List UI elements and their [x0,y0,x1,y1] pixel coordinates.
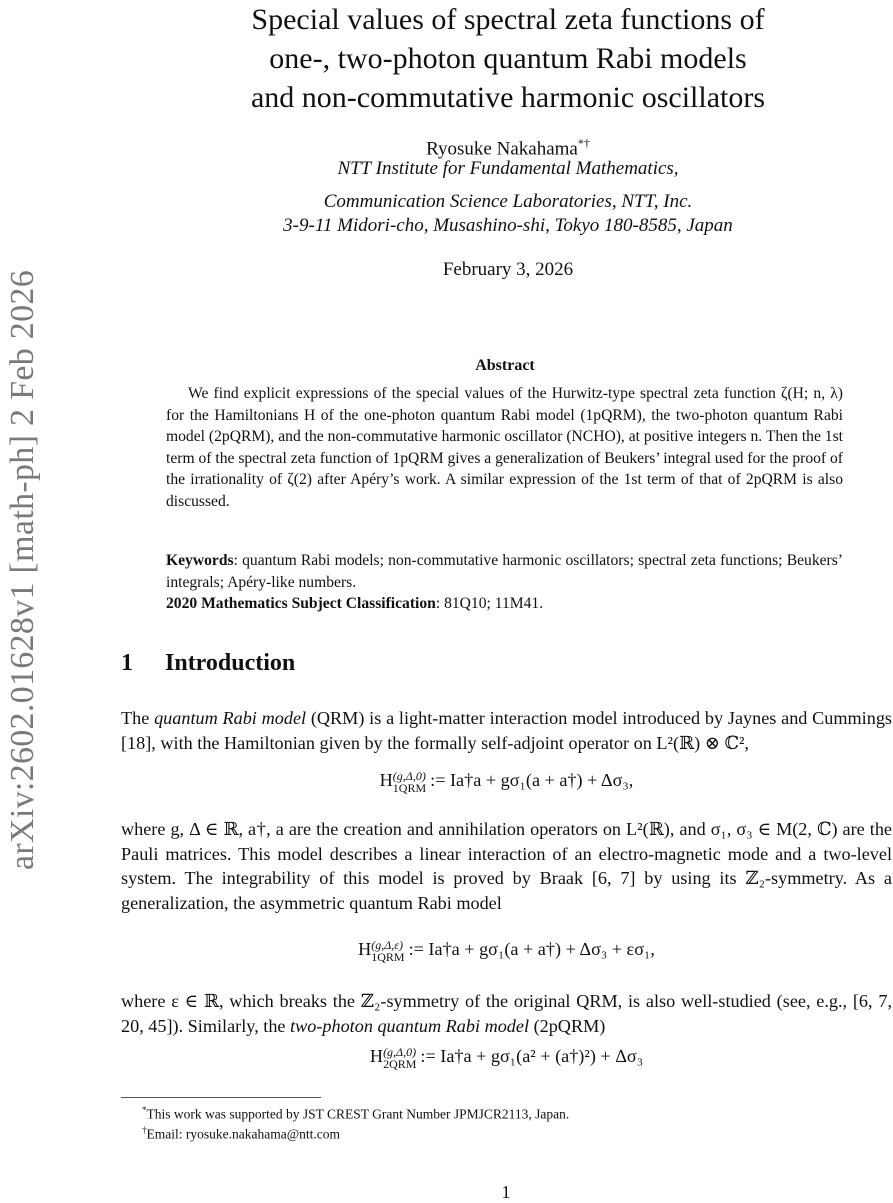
equation-asymmetric-1qrm [121,939,892,963]
equation-subscript: 1QRM [392,781,427,795]
paragraph-1-text-b: (QRM) is a light-matter interaction model introduced by Jaynes and Cummings [18], with the Hamiltonian given by the formally self-adjoint operator on L²(ℝ) ⊗ ℂ², [121,708,892,753]
footnote-2-text: Email: ryosuke.nakahama@ntt.com [146,1126,341,1142]
equation-subscript: 2QRM [383,1057,417,1071]
equation-1qrm [121,770,892,794]
equation-rhs: := Ia†a + gσ₁(a + a†) + Δσ₃, [430,770,634,791]
footnote-1-text: This work was supported by JST CREST Grant Number JPMJCR2113, Japan. [146,1106,570,1122]
abstract-text: We find explicit expressions of the special values of the Hurwitz-type spectral zeta function ζ(H; n, λ) for the Hamiltonians H of the one-photon quantum Rabi model (1pQRM), the two-photon quantum Rabi model (2pQRM), and the non-commutative harmonic oscillator (NCHO), at positive integers n. Then the 1st term of the spectral zeta function of 1pQRM gives a generalization of Beukers’ integral used for the proof of the irrationality of ζ(2) after Apéry’s work. A similar expression of the 1st term of that of 2pQRM is also discussed. [166,385,843,510]
title-line-2: one-, two-photon quantum Rabi models [269,42,747,75]
author-name: Ryosuke Nakahama [426,138,578,160]
paper-title [200,0,816,117]
section-title: Introduction [165,650,296,676]
equation-subscript: 1QRM [371,950,405,964]
keywords-label: Keywords [166,552,234,569]
footnote-1-mark: * [142,1105,147,1115]
paragraph-3-text-b: (2pQRM) [529,1015,606,1036]
footnote-2-mark: † [142,1125,147,1135]
paragraph-3-text-a: where ε ∈ ℝ, which breaks the ℤ₂-symmetry of the original QRM, is also well-studied (see, e.g., [6, 7, 20, 45]). Similarly, the [121,991,892,1036]
title-line-1: Special values of spectral zeta functions of [251,3,765,36]
keywords-text: : quantum Rabi models; non-commutative harmonic oscillators; spectral zeta functions; Beukers’ integrals; Apéry-like numbers. [166,552,843,591]
equation-symbol: H [379,770,393,791]
msc-label: 2020 Mathematics Subject Classification [166,595,436,613]
keywords-block [166,550,843,615]
title-line-3: and non-commutative harmonic oscillators [250,81,766,114]
page-number: 1 [501,1182,511,1202]
affiliation-line-3: 3-9-11 Midori-cho, Musashino-shi, Tokyo 180-8585, Japan [283,215,733,236]
footnote-2 [142,1121,340,1144]
equation-superscript: (g,Δ,0) [383,1045,417,1059]
affiliation-line-2: Communication Science Laboratories, NTT, Inc. [323,191,693,212]
equation-symbol: H [358,939,372,960]
arxiv-stamp: arXiv:2602.01628v1 [math-ph] 2 Feb 2026 [4,269,41,870]
section-number: 1 [121,650,133,676]
paragraph-1-text-a: The [121,708,155,728]
equation-indices [371,939,404,963]
affiliation-line-1: NTT Institute for Fundamental Mathematics, [337,158,679,179]
msc-text: : 81Q10; 11M41. [435,595,544,613]
equation-rhs: := Ia†a + gσ₁(a² + (a†)²) + Δσ₃ [420,1046,644,1067]
equation-superscript: (g,Δ,0) [392,769,426,783]
equation-2qrm [121,1046,892,1070]
author-footnote-marks: *† [577,136,590,150]
paragraph-3 [121,989,892,1038]
paper-date: February 3, 2026 [442,259,574,280]
equation-indices [393,770,426,794]
paragraph-1 [121,706,892,755]
paragraph-2: where g, Δ ∈ ℝ, a†, a are the creation and annihilation operators on L²(ℝ), and σ₁, σ₃ ∈ M(2, ℂ) are the Pauli matrices. This model describes a linear interaction of an electro-magnetic mode and a two-level system. The integrability of this model is proved by Braak [6, 7] by using its ℤ₂-symmetry. As a generalization, the asymmetric quantum Rabi model [121,819,892,913]
equation-symbol: H [369,1046,384,1067]
paragraph-3-emphasis: two-photon quantum Rabi model [290,1015,530,1036]
abstract-heading: Abstract [475,357,535,374]
equation-indices [383,1046,416,1070]
equation-rhs: := Ia†a + gσ₁(a + a†) + Δσ₃ + εσ₁, [408,939,655,960]
paragraph-1-emphasis: quantum Rabi model [154,708,307,728]
section-heading [121,650,295,677]
footnote-divider [121,1097,321,1098]
equation-superscript: (g,Δ,ε) [371,938,403,952]
